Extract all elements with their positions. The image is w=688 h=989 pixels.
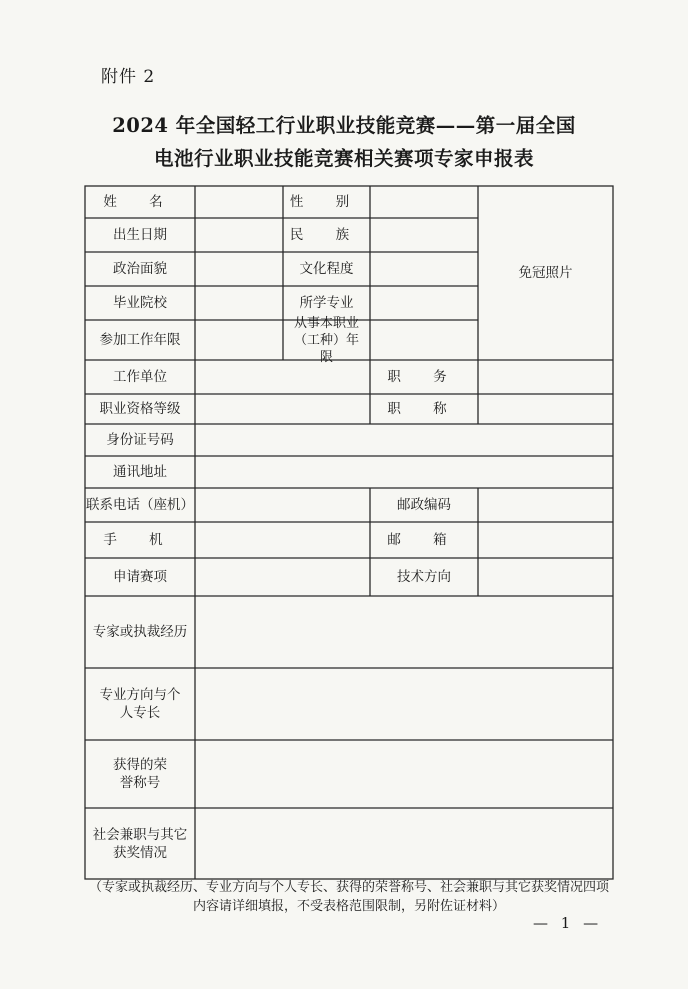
school-field[interactable]	[195, 286, 283, 320]
name-field[interactable]	[195, 186, 283, 218]
email-field[interactable]	[478, 522, 613, 558]
position-label: 职 务	[387, 369, 461, 385]
parttime-field[interactable]	[195, 808, 613, 879]
address-label: 通讯地址	[113, 464, 167, 480]
gender-label: 性 别	[289, 194, 364, 210]
political-label: 政治面貌	[113, 261, 167, 277]
tech-field[interactable]	[478, 558, 613, 596]
page-number: — 1 —	[533, 914, 603, 932]
id-label: 身份证号码	[106, 432, 174, 448]
position-field[interactable]	[478, 360, 613, 394]
major-label: 所学专业	[299, 295, 354, 311]
address-field[interactable]	[195, 456, 613, 488]
form-title-line-1: 2024 年全国轻工行业职业技能竞赛——第一届全国	[112, 114, 576, 137]
form-title-line-2: 电池行业职业技能竞赛相关赛项专家申报表	[153, 147, 534, 170]
experience-field[interactable]	[195, 596, 613, 668]
event-field[interactable]	[195, 558, 370, 596]
school-label: 毕业院校	[113, 295, 167, 311]
political-field[interactable]	[195, 252, 283, 286]
phone-field[interactable]	[195, 488, 370, 522]
postcode-label: 邮政编码	[397, 497, 451, 513]
specialty-field[interactable]	[195, 668, 613, 740]
employer-label: 工作单位	[113, 369, 167, 385]
work-years-field[interactable]	[195, 320, 283, 360]
ethnicity-label: 民 族	[289, 227, 364, 243]
phone-label: 联系电话（座机）	[86, 497, 194, 513]
parttime-label: 社会兼职与其它获奖情况	[92, 826, 188, 861]
id-field[interactable]	[195, 424, 613, 456]
photo-placeholder[interactable]	[478, 186, 613, 360]
photo-label: 免冠照片	[518, 265, 573, 281]
gender-field[interactable]	[370, 186, 478, 218]
title-field[interactable]	[478, 394, 613, 424]
education-field[interactable]	[370, 252, 478, 286]
ethnicity-field[interactable]	[370, 218, 478, 252]
experience-label: 专家或执裁经历	[92, 624, 188, 640]
postcode-field[interactable]	[478, 488, 613, 522]
tech-label: 技术方向	[397, 569, 451, 585]
education-label: 文化程度	[299, 261, 354, 277]
occupation-years-label: 从事本职业（工种）年限	[293, 315, 359, 365]
qualification-field[interactable]	[195, 394, 370, 424]
work-years-label: 参加工作年限	[99, 332, 181, 348]
name-label: 姓 名	[103, 194, 177, 210]
major-field[interactable]	[370, 286, 478, 320]
occupation-years-field[interactable]	[370, 320, 478, 360]
honors-field[interactable]	[195, 740, 613, 808]
mobile-field[interactable]	[195, 522, 370, 558]
employer-field[interactable]	[195, 360, 370, 394]
title-label: 职 称	[387, 401, 461, 417]
birth-label: 出生日期	[113, 227, 167, 243]
birth-field[interactable]	[195, 218, 283, 252]
attachment-label: 附件 2	[101, 67, 156, 87]
event-label: 申请赛项	[113, 569, 167, 585]
specialty-label: 专业方向与个人专长	[99, 687, 181, 721]
honors-label: 获得的荣誉称号	[113, 757, 167, 791]
qualification-label: 职业资格等级	[99, 401, 181, 417]
footnote: （专家或执裁经历、专业方向与个人专长、获得的荣誉称号、社会兼职与其它获奖情况四项内容请详细填报，不受表格范围限制，另附佐证材料）	[89, 880, 610, 914]
email-label: 邮 箱	[387, 532, 461, 548]
mobile-label: 手 机	[103, 532, 177, 548]
